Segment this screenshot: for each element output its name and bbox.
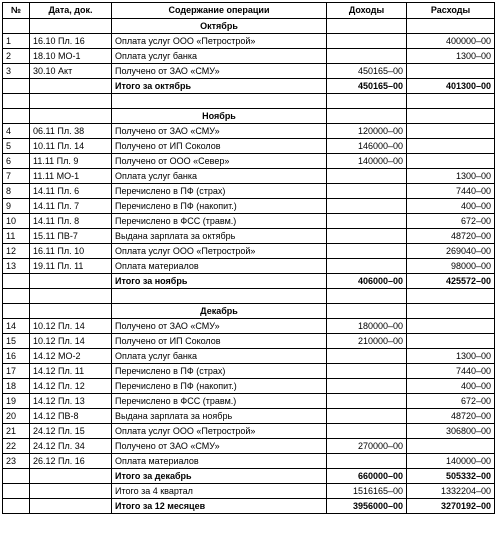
total-income: 1516165–00	[327, 484, 407, 499]
row-income: 146000–00	[327, 139, 407, 154]
row-description: Получено от ЗАО «СМУ»	[112, 64, 327, 79]
header-row	[3, 3, 495, 19]
row-number: 4	[3, 124, 30, 139]
total-income: 406000–00	[327, 274, 407, 289]
row-date: 10.12 Пл. 14	[30, 334, 112, 349]
empty-cell	[327, 289, 407, 304]
row-date: 19.11 Пл. 11	[30, 259, 112, 274]
total-expense: 401300–00	[407, 79, 495, 94]
empty-cell	[3, 469, 30, 484]
total-label: Итого за 4 квартал	[112, 484, 327, 499]
row-number: 12	[3, 244, 30, 259]
row-income	[327, 244, 407, 259]
header-income: Доходы	[327, 3, 407, 19]
row-expense: 672–00	[407, 214, 495, 229]
row-date: 14.11 Пл. 6	[30, 184, 112, 199]
row-description: Перечислено в ФСС (травм.)	[112, 394, 327, 409]
row-description: Перечислено в ПФ (страх)	[112, 184, 327, 199]
row-number: 7	[3, 169, 30, 184]
row-description: Оплата материалов	[112, 259, 327, 274]
row-description: Получено от ЗАО «СМУ»	[112, 439, 327, 454]
row-number: 3	[3, 64, 30, 79]
row-income	[327, 184, 407, 199]
row-description: Оплата услуг ООО «Петрострой»	[112, 34, 327, 49]
row-number: 19	[3, 394, 30, 409]
table-row	[3, 454, 495, 469]
row-number: 16	[3, 349, 30, 364]
total-label: Итого за ноябрь	[112, 274, 327, 289]
row-description: Оплата услуг ООО «Петрострой»	[112, 244, 327, 259]
table-row	[3, 439, 495, 454]
month-title: Декабрь	[112, 304, 327, 319]
empty-cell	[112, 289, 327, 304]
row-description: Перечислено в ПФ (страх)	[112, 364, 327, 379]
month-title: Октябрь	[112, 19, 327, 34]
empty-cell	[30, 19, 112, 34]
table-row	[3, 364, 495, 379]
row-income: 450165–00	[327, 64, 407, 79]
row-expense: 672–00	[407, 394, 495, 409]
row-date: 14.12 ПВ-8	[30, 409, 112, 424]
row-date: 06.11 Пл. 38	[30, 124, 112, 139]
row-expense: 140000–00	[407, 454, 495, 469]
row-expense: 98000–00	[407, 259, 495, 274]
row-expense: 7440–00	[407, 184, 495, 199]
empty-cell	[30, 94, 112, 109]
table-row	[3, 379, 495, 394]
row-expense	[407, 154, 495, 169]
empty-cell	[30, 499, 112, 514]
empty-cell	[30, 484, 112, 499]
empty-cell	[3, 304, 30, 319]
table-row	[3, 334, 495, 349]
table-row	[3, 169, 495, 184]
row-expense: 1300–00	[407, 49, 495, 64]
row-income: 140000–00	[327, 154, 407, 169]
total-label: Итого за октябрь	[112, 79, 327, 94]
row-number: 22	[3, 439, 30, 454]
row-expense	[407, 334, 495, 349]
table-row	[3, 424, 495, 439]
empty-cell	[407, 94, 495, 109]
row-income	[327, 169, 407, 184]
row-expense: 400000–00	[407, 34, 495, 49]
total-label: Итого за декабрь	[112, 469, 327, 484]
row-description: Перечислено в ПФ (накопит.)	[112, 199, 327, 214]
row-description: Перечислено в ПФ (накопит.)	[112, 379, 327, 394]
table-row	[3, 319, 495, 334]
row-date: 14.11 Пл. 8	[30, 214, 112, 229]
row-date: 10.12 Пл. 14	[30, 319, 112, 334]
table-row	[3, 214, 495, 229]
row-number: 15	[3, 334, 30, 349]
row-income	[327, 409, 407, 424]
row-expense: 7440–00	[407, 364, 495, 379]
row-number: 9	[3, 199, 30, 214]
empty-cell	[407, 304, 495, 319]
header-expense: Расходы	[407, 3, 495, 19]
row-number: 1	[3, 34, 30, 49]
month-header-october	[3, 19, 495, 34]
row-number: 8	[3, 184, 30, 199]
table-row	[3, 259, 495, 274]
empty-cell	[327, 109, 407, 124]
row-number: 5	[3, 139, 30, 154]
empty-cell	[407, 289, 495, 304]
ledger-body	[3, 19, 495, 514]
row-income	[327, 214, 407, 229]
row-date: 14.12 МО-2	[30, 349, 112, 364]
row-number: 6	[3, 154, 30, 169]
table-row	[3, 229, 495, 244]
row-income: 210000–00	[327, 334, 407, 349]
row-expense: 400–00	[407, 199, 495, 214]
row-description: Перечислено в ФСС (травм.)	[112, 214, 327, 229]
row-date: 14.12 Пл. 12	[30, 379, 112, 394]
row-description: Получено от ООО «Север»	[112, 154, 327, 169]
row-description: Оплата услуг банка	[112, 49, 327, 64]
empty-cell	[30, 469, 112, 484]
row-expense: 269040–00	[407, 244, 495, 259]
row-number: 14	[3, 319, 30, 334]
empty-cell	[407, 19, 495, 34]
row-income	[327, 454, 407, 469]
empty-cell	[30, 274, 112, 289]
empty-cell	[327, 19, 407, 34]
row-description: Получено от ИП Соколов	[112, 139, 327, 154]
row-income	[327, 349, 407, 364]
empty-cell	[30, 79, 112, 94]
empty-cell	[30, 109, 112, 124]
empty-cell	[3, 19, 30, 34]
row-number: 21	[3, 424, 30, 439]
row-expense: 48720–00	[407, 409, 495, 424]
row-income	[327, 34, 407, 49]
row-income	[327, 424, 407, 439]
row-description: Получено от ИП Соколов	[112, 334, 327, 349]
total-row-quarter	[3, 484, 495, 499]
empty-cell	[407, 109, 495, 124]
total-expense: 505332–00	[407, 469, 495, 484]
row-income	[327, 49, 407, 64]
row-description: Выдана зарплата за октябрь	[112, 229, 327, 244]
row-expense: 1300–00	[407, 169, 495, 184]
total-row-november	[3, 274, 495, 289]
row-expense: 1300–00	[407, 349, 495, 364]
empty-cell	[3, 484, 30, 499]
row-expense: 400–00	[407, 379, 495, 394]
row-income	[327, 199, 407, 214]
total-row-year	[3, 499, 495, 514]
row-income	[327, 259, 407, 274]
row-description: Оплата услуг ООО «Петрострой»	[112, 424, 327, 439]
header-date: Дата, док.	[30, 3, 112, 19]
row-income	[327, 379, 407, 394]
row-number: 23	[3, 454, 30, 469]
total-expense: 1332204–00	[407, 484, 495, 499]
total-label: Итого за 12 месяцев	[112, 499, 327, 514]
row-date: 24.12 Пл. 34	[30, 439, 112, 454]
empty-cell	[30, 289, 112, 304]
total-row-october	[3, 79, 495, 94]
row-description: Выдана зарплата за ноябрь	[112, 409, 327, 424]
row-description: Оплата материалов	[112, 454, 327, 469]
month-title: Ноябрь	[112, 109, 327, 124]
row-expense	[407, 64, 495, 79]
header-num: №	[3, 3, 30, 19]
total-expense: 3270192–00	[407, 499, 495, 514]
table-row	[3, 154, 495, 169]
row-expense	[407, 319, 495, 334]
empty-cell	[3, 94, 30, 109]
table-row	[3, 199, 495, 214]
row-date: 26.12 Пл. 16	[30, 454, 112, 469]
total-row-december	[3, 469, 495, 484]
row-number: 11	[3, 229, 30, 244]
row-income: 120000–00	[327, 124, 407, 139]
empty-cell	[327, 94, 407, 109]
header-desc: Содержание операции	[112, 3, 327, 19]
empty-cell	[112, 94, 327, 109]
empty-cell	[3, 289, 30, 304]
table-row	[3, 394, 495, 409]
spacer-row	[3, 94, 495, 109]
table-row	[3, 124, 495, 139]
table-row	[3, 244, 495, 259]
row-number: 2	[3, 49, 30, 64]
row-income	[327, 394, 407, 409]
empty-cell	[30, 304, 112, 319]
row-date: 10.11 Пл. 14	[30, 139, 112, 154]
spacer-row	[3, 289, 495, 304]
table-row	[3, 184, 495, 199]
empty-cell	[3, 499, 30, 514]
row-date: 11.11 МО-1	[30, 169, 112, 184]
empty-cell	[3, 79, 30, 94]
row-description: Оплата услуг банка	[112, 169, 327, 184]
row-number: 13	[3, 259, 30, 274]
row-date: 14.12 Пл. 11	[30, 364, 112, 379]
empty-cell	[327, 304, 407, 319]
row-date: 16.10 Пл. 16	[30, 34, 112, 49]
row-expense	[407, 139, 495, 154]
total-income: 660000–00	[327, 469, 407, 484]
table-row	[3, 34, 495, 49]
row-date: 18.10 МО-1	[30, 49, 112, 64]
table-row	[3, 64, 495, 79]
row-description: Получено от ЗАО «СМУ»	[112, 124, 327, 139]
empty-cell	[3, 274, 30, 289]
row-income	[327, 364, 407, 379]
month-header-november	[3, 109, 495, 124]
ledger-table	[2, 2, 495, 514]
row-number: 18	[3, 379, 30, 394]
table-row	[3, 349, 495, 364]
row-income: 270000–00	[327, 439, 407, 454]
row-expense: 306800–00	[407, 424, 495, 439]
row-date: 11.11 Пл. 9	[30, 154, 112, 169]
total-income: 450165–00	[327, 79, 407, 94]
row-income	[327, 229, 407, 244]
table-row	[3, 409, 495, 424]
row-date: 14.11 Пл. 7	[30, 199, 112, 214]
row-expense: 48720–00	[407, 229, 495, 244]
row-date: 24.12 Пл. 15	[30, 424, 112, 439]
row-number: 17	[3, 364, 30, 379]
row-date: 14.12 Пл. 13	[30, 394, 112, 409]
empty-cell	[3, 109, 30, 124]
total-income: 3956000–00	[327, 499, 407, 514]
row-date: 16.11 Пл. 10	[30, 244, 112, 259]
row-expense	[407, 439, 495, 454]
total-expense: 425572–00	[407, 274, 495, 289]
row-number: 20	[3, 409, 30, 424]
month-header-december	[3, 304, 495, 319]
table-row	[3, 49, 495, 64]
row-income: 180000–00	[327, 319, 407, 334]
row-date: 30.10 Акт	[30, 64, 112, 79]
row-description: Получено от ЗАО «СМУ»	[112, 319, 327, 334]
row-description: Оплата услуг банка	[112, 349, 327, 364]
table-row	[3, 139, 495, 154]
row-expense	[407, 124, 495, 139]
row-date: 15.11 ПВ-7	[30, 229, 112, 244]
row-number: 10	[3, 214, 30, 229]
